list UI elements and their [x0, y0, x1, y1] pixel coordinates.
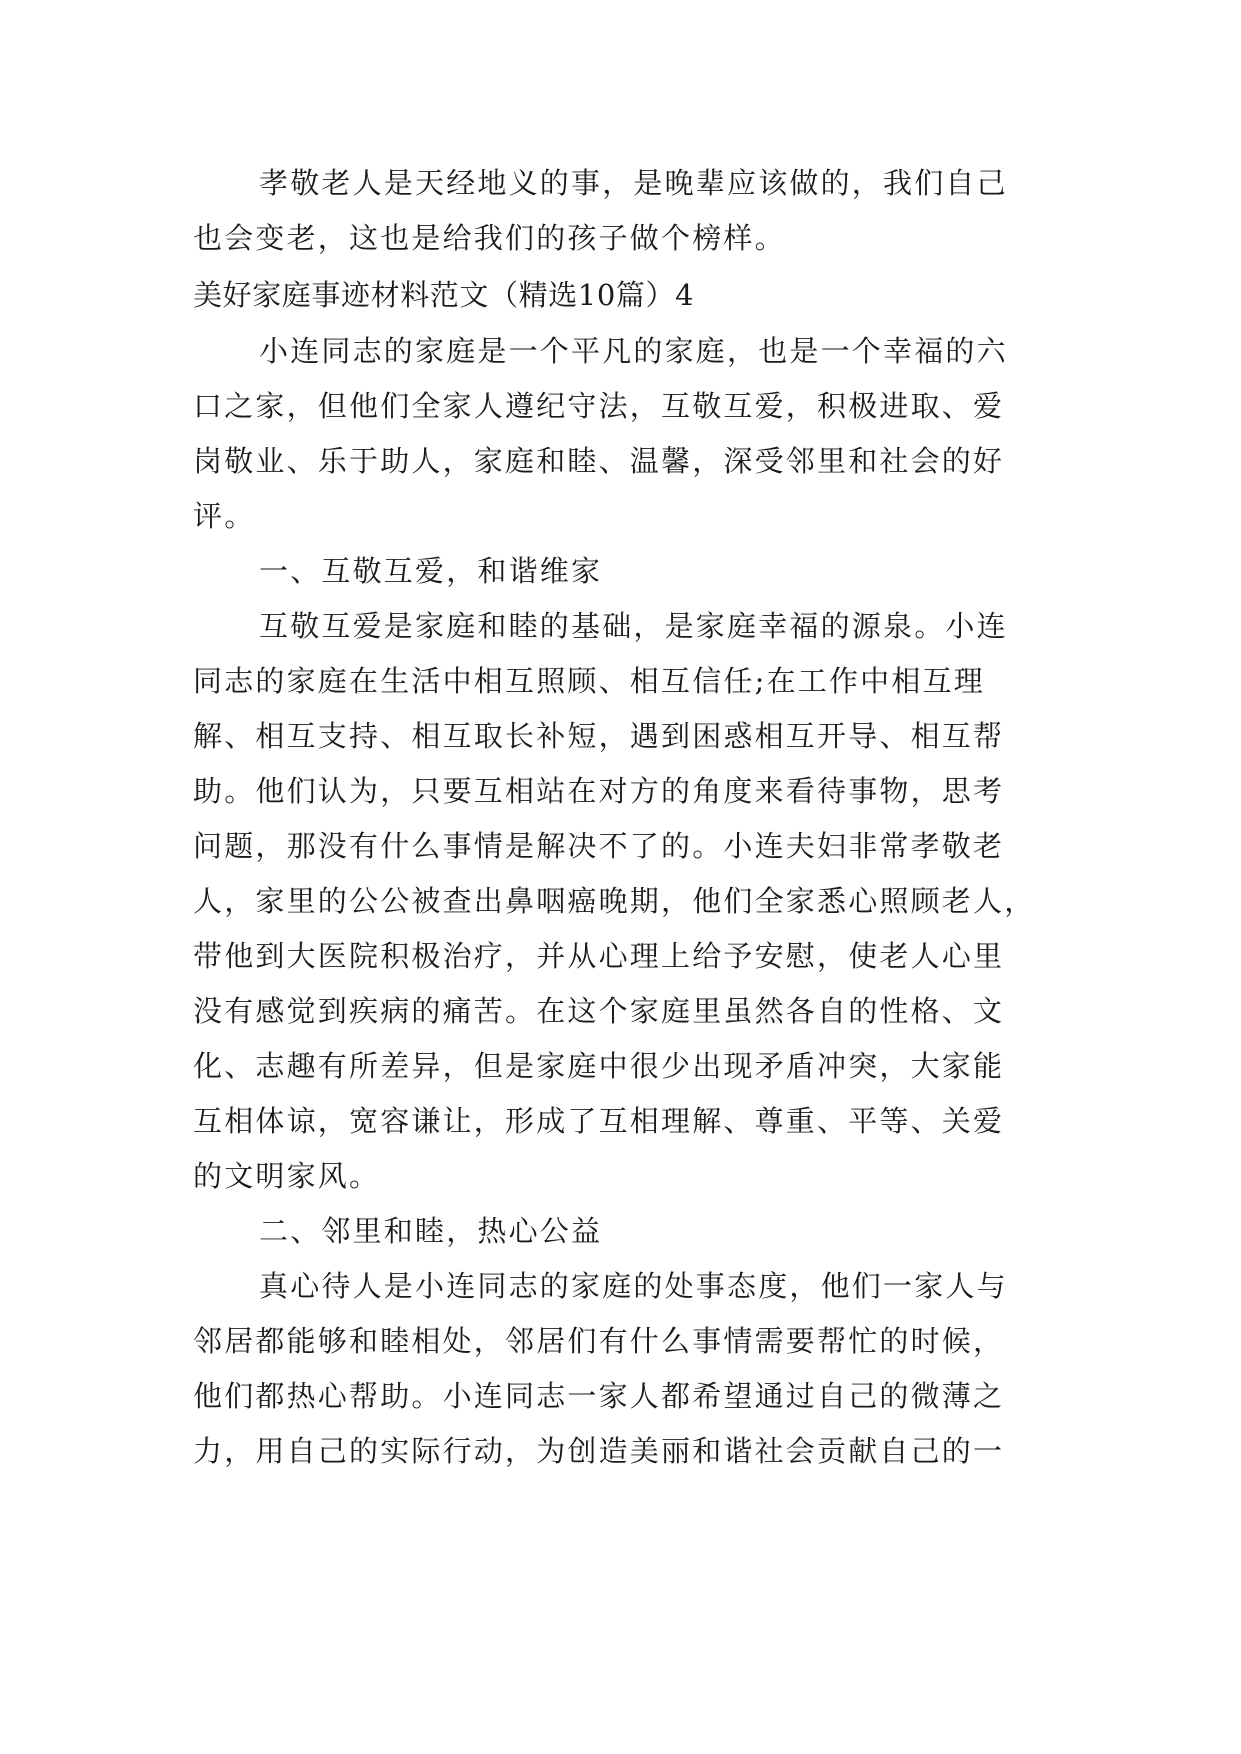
section-title: 美好家庭事迹材料范文（精选10篇）4 — [193, 278, 695, 312]
text-line: 孝敬老人是天经地义的事，是晚辈应该做的，我们自己 — [259, 166, 1008, 200]
text-line: 同志的家庭在生活中相互照顾、相互信任;在工作中相互理 — [193, 664, 985, 698]
text-line: 互相体谅，宽容谦让，形成了互相理解、尊重、平等、关爱 — [193, 1104, 1005, 1138]
text-line: 口之家，但他们全家人遵纪守法，互敬互爱，积极进取、爱 — [193, 389, 1005, 423]
text-line: 的文明家风。 — [193, 1159, 381, 1193]
text-line: 互敬互爱是家庭和睦的基础，是家庭幸福的源泉。小连 — [259, 609, 1008, 643]
text-line: 也会变老，这也是给我们的孩子做个榜样。 — [193, 221, 786, 255]
text-line: 小连同志的家庭是一个平凡的家庭，也是一个幸福的六 — [259, 334, 1008, 368]
text-line: 真心待人是小连同志的家庭的处事态度，他们一家人与 — [259, 1269, 1008, 1303]
text-line: 二、邻里和睦，热心公益 — [259, 1214, 603, 1248]
text-line: 助。他们认为，只要互相站在对方的角度来看待事物，思考 — [193, 774, 1005, 808]
text-line: 解、相互支持、相互取长补短，遇到困惑相互开导、相互帮 — [193, 719, 1005, 753]
text-line: 带他到大医院积极治疗，并从心理上给予安慰，使老人心里 — [193, 939, 1005, 973]
text-line: 邻居都能够和睦相处，邻居们有什么事情需要帮忙的时候， — [193, 1324, 1005, 1358]
text-line: 化、志趣有所差异，但是家庭中很少出现矛盾冲突，大家能 — [193, 1049, 1005, 1083]
text-line: 他们都热心帮助。小连同志一家人都希望通过自己的微薄之 — [193, 1379, 1005, 1413]
text-line: 岗敬业、乐于助人，家庭和睦、温馨，深受邻里和社会的好 — [193, 444, 1005, 478]
text-line: 评。 — [193, 499, 256, 533]
text-line: 问题，那没有什么事情是解决不了的。小连夫妇非常孝敬老 — [193, 829, 1005, 863]
text-line: 没有感觉到疾病的痛苦。在这个家庭里虽然各自的性格、文 — [193, 994, 1005, 1028]
text-line: 力，用自己的实际行动，为创造美丽和谐社会贡献自己的一 — [193, 1434, 1005, 1468]
document-body — [193, 156, 1057, 1479]
text-line: 人，家里的公公被查出鼻咽癌晚期，他们全家悉心照顾老人， — [193, 884, 1036, 918]
text-line: 一、互敬互爱，和谐维家 — [259, 554, 603, 588]
